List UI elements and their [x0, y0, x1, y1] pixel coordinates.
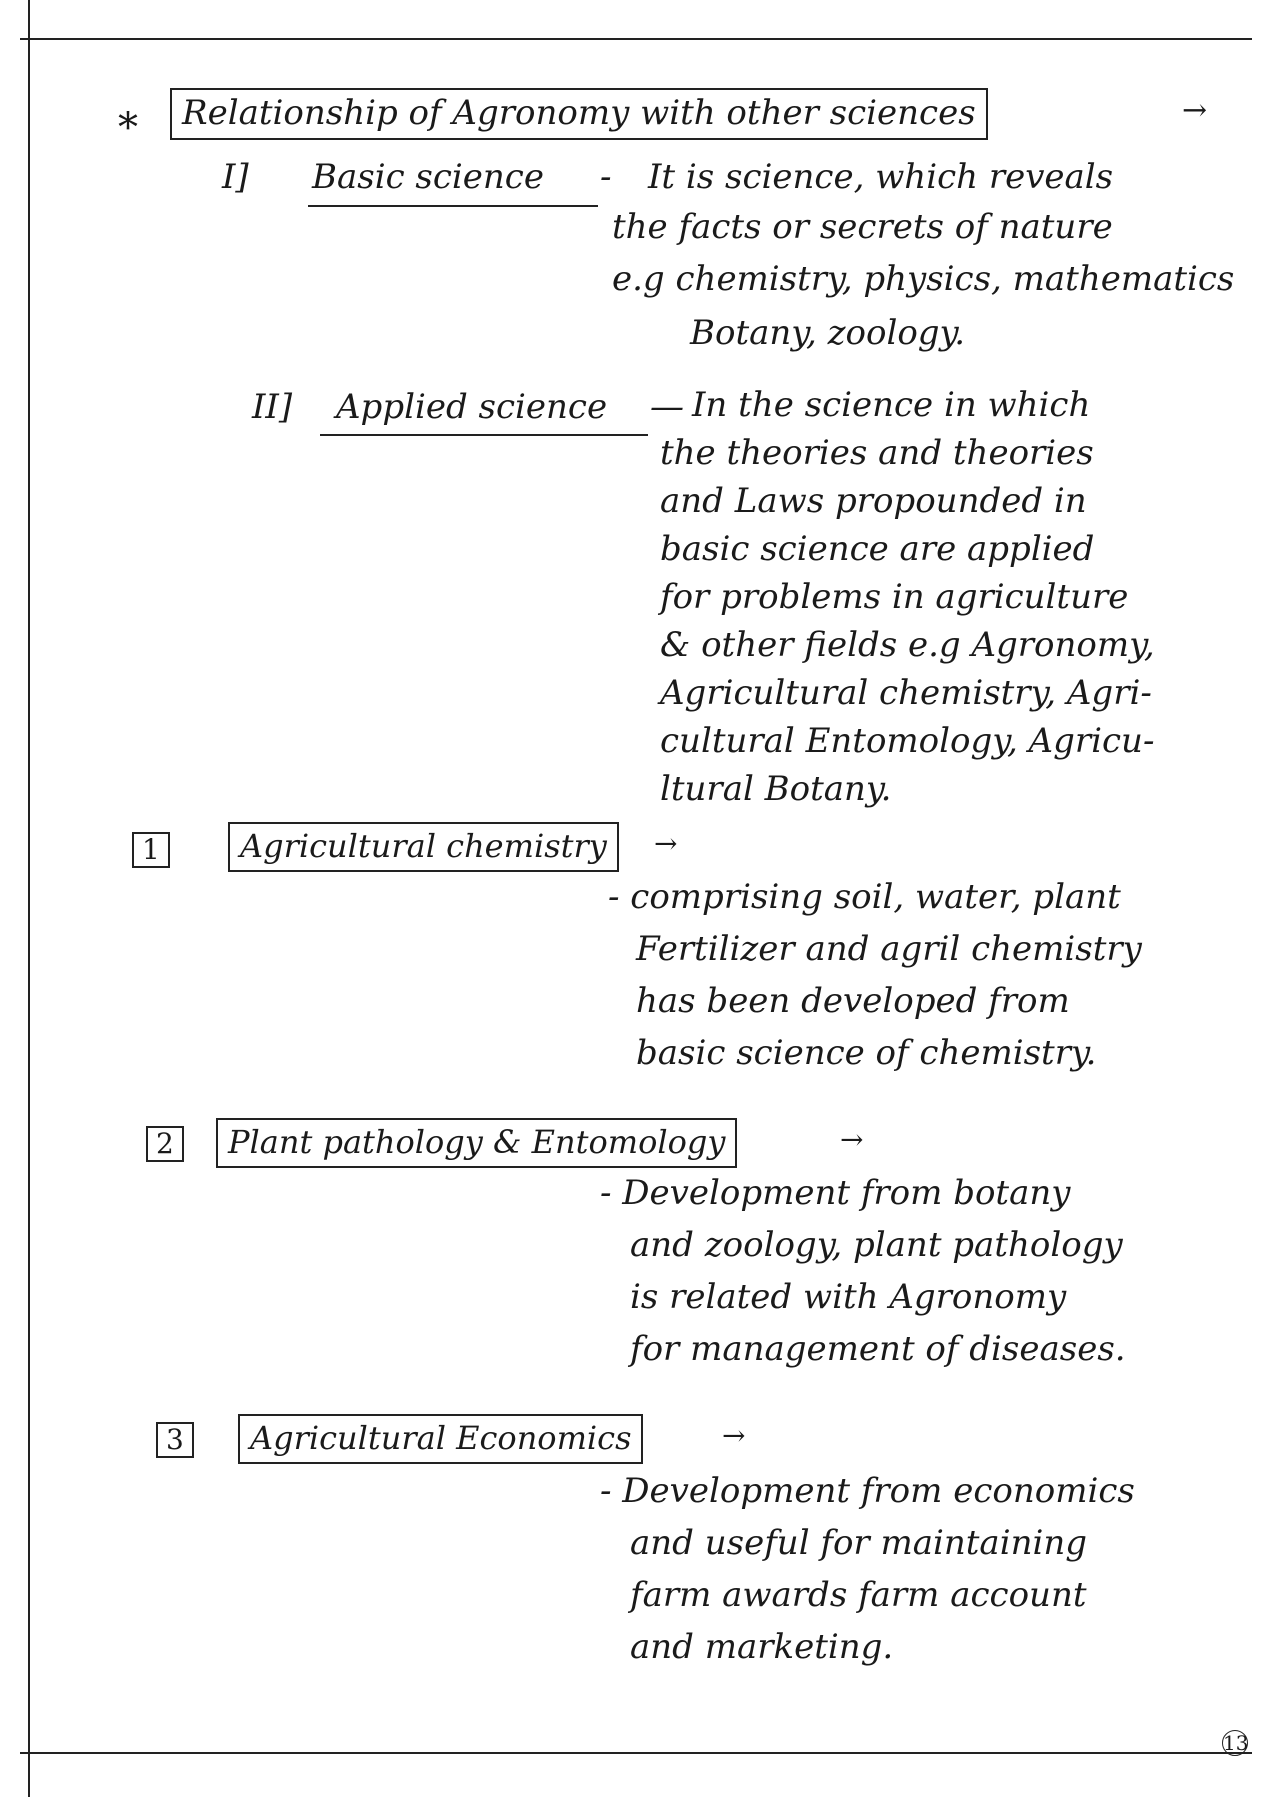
- applied-marker: II]: [252, 387, 293, 427]
- section-line: - Development from economics: [600, 1471, 1135, 1511]
- basic-label: Basic science: [312, 157, 544, 197]
- section-number: 3: [156, 1422, 194, 1458]
- section-arrow: →: [654, 827, 678, 860]
- section-line: and marketing.: [630, 1627, 894, 1667]
- margin-rule: [28, 0, 30, 1797]
- section-arrow: →: [722, 1419, 746, 1452]
- section-title: Plant pathology & Entomology: [216, 1118, 737, 1168]
- section-line: for management of diseases.: [630, 1329, 1126, 1369]
- applied-line: basic science are applied: [660, 529, 1095, 569]
- section-title: Agricultural chemistry: [228, 822, 619, 872]
- applied-line: & other fields e.g Agronomy,: [660, 625, 1155, 665]
- heading-bullet: *: [118, 105, 138, 151]
- section-line: and useful for maintaining: [630, 1523, 1088, 1563]
- applied-line: In the science in which: [692, 385, 1091, 425]
- section-number: 1: [132, 832, 170, 868]
- applied-line: cultural Entomology, Agricu-: [660, 721, 1155, 761]
- section-line: Fertilizer and agril chemistry: [636, 929, 1142, 969]
- heading-title: Relationship of Agronomy with other sciences: [170, 88, 988, 140]
- page-number: 13: [1223, 1731, 1249, 1755]
- basic-line: e.g chemistry, physics, mathematics: [612, 259, 1235, 299]
- basic-line: the facts or secrets of nature: [612, 207, 1113, 247]
- top-rule: [20, 38, 1252, 40]
- applied-line: ltural Botany.: [660, 769, 892, 809]
- section-title: Agricultural Economics: [238, 1414, 643, 1464]
- applied-underline: [320, 434, 648, 436]
- basic-underline: [308, 205, 598, 207]
- bottom-rule: [20, 1752, 1252, 1754]
- section-line: - comprising soil, water, plant: [608, 877, 1121, 917]
- applied-line: Agricultural chemistry, Agri-: [660, 673, 1152, 713]
- section-number: 2: [146, 1126, 184, 1162]
- section-line: is related with Agronomy: [630, 1277, 1067, 1317]
- applied-line: and Laws propounded in: [660, 481, 1087, 521]
- basic-marker: I]: [222, 157, 249, 197]
- applied-line: the theories and theories: [660, 433, 1094, 473]
- basic-line: Botany, zoology.: [690, 313, 966, 353]
- applied-dash: —: [650, 387, 684, 427]
- section-arrow: →: [840, 1123, 864, 1156]
- basic-line: It is science, which reveals: [648, 157, 1114, 197]
- section-line: and zoology, plant pathology: [630, 1225, 1123, 1265]
- heading-arrow: →: [1182, 93, 1208, 128]
- applied-line: for problems in agriculture: [660, 577, 1129, 617]
- applied-label: Applied science: [336, 387, 608, 427]
- section-line: basic science of chemistry.: [636, 1033, 1097, 1073]
- section-line: - Development from botany: [600, 1173, 1071, 1213]
- section-line: farm awards farm account: [630, 1575, 1087, 1615]
- basic-dash: -: [600, 157, 612, 197]
- section-line: has been developed from: [636, 981, 1070, 1021]
